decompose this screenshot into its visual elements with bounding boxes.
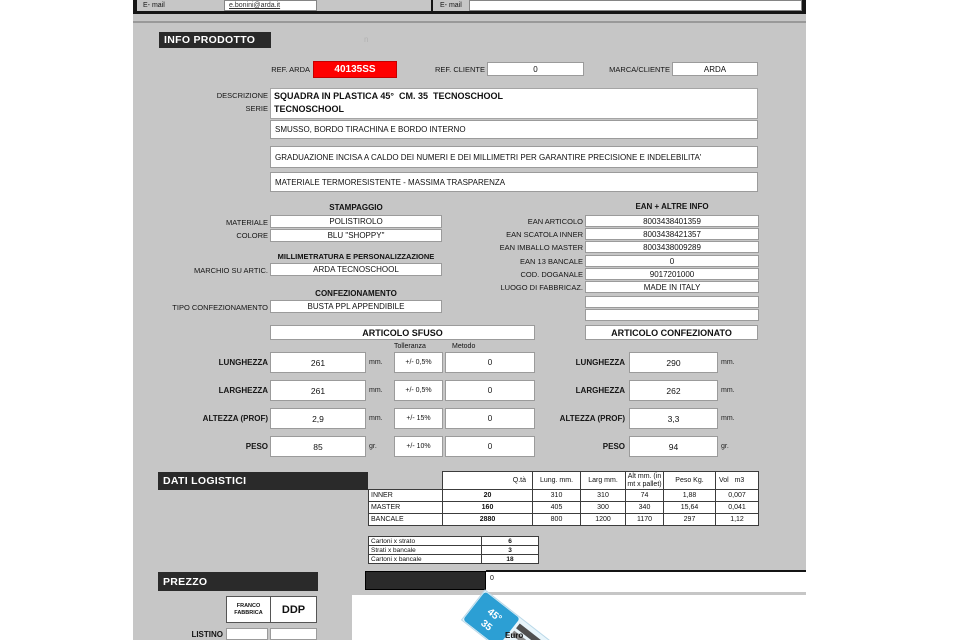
sfuso-larghezza-metodo[interactable]: 0 xyxy=(445,380,535,401)
pallet-info-table xyxy=(368,536,539,564)
email-value-left[interactable]: e.bonini@arda.it xyxy=(229,2,281,9)
conf-lunghezza-cell[interactable]: 290 xyxy=(629,352,718,373)
ean-title: EAN + ALTRE INFO xyxy=(635,202,709,211)
luogo-fabbricazione-cell[interactable]: MADE IN ITALY xyxy=(585,281,759,293)
ddp-cell[interactable]: DDP xyxy=(281,603,306,616)
luogo-fabbricazione-label: LUOGO DI FABBRICAZ. xyxy=(500,283,583,292)
ean-imballo-master-cell[interactable]: 8003438009289 xyxy=(585,241,759,253)
email-label-right: E- mail xyxy=(440,2,462,9)
marca-cliente-cell[interactable]: ARDA xyxy=(672,62,758,76)
franco-fabbrica-cell[interactable]: FRANCO FABBRICA xyxy=(227,597,271,622)
serie-label: SERIE xyxy=(245,104,268,113)
logistics-inner-name: INNER xyxy=(369,490,443,502)
conf-larghezza-cell[interactable]: 262 xyxy=(629,380,718,401)
pallet-row xyxy=(369,546,539,555)
logistics-bancale-larg[interactable]: 1200 xyxy=(581,514,626,526)
logistics-header-vol: Vol m3 xyxy=(716,472,759,490)
photo-size-text: 35 xyxy=(478,618,494,634)
ean-13-bancale-cell[interactable]: 0 xyxy=(585,255,759,267)
marchio-label: MARCHIO SU ARTIC. xyxy=(193,266,268,275)
feature-cell-2[interactable]: GRADUAZIONE INCISA A CALDO DEI NUMERI E DEI MILLIMETRI PER GARANTIRE PRECISIONE E INDELEBILITA' xyxy=(270,146,758,168)
conf-larghezza-unit: mm. xyxy=(721,387,735,394)
info-prodotto-header: INFO PRODOTTO xyxy=(159,32,271,48)
incoterm-table xyxy=(226,596,317,623)
cartoni-x-bancale-label: Cartoni x bancale xyxy=(369,555,482,564)
marca-cliente-label: MARCA/CLIENTE xyxy=(609,65,670,74)
logistics-master-peso[interactable]: 15,64 xyxy=(664,502,716,514)
feature-cell-1[interactable]: SMUSSO, BORDO TIRACHINA E BORDO INTERNO xyxy=(270,120,758,139)
logistics-header-larg: Larg mm. xyxy=(581,472,626,490)
ean-empty-cell-2[interactable] xyxy=(585,309,759,321)
ean-articolo-label: EAN ARTICOLO xyxy=(527,217,583,226)
listino-label: LISTINO xyxy=(191,630,223,639)
ref-cliente-label: REF. CLIENTE xyxy=(434,65,485,74)
logistics-bancale-alt[interactable]: 1170 xyxy=(626,514,664,526)
logistics-bancale-lung[interactable]: 800 xyxy=(533,514,581,526)
sfuso-lunghezza-tolleranza[interactable]: +/- 0,5% xyxy=(394,352,443,373)
tipo-confezionamento-cell[interactable]: BUSTA PPL APPENDIBILE xyxy=(270,300,442,313)
sfuso-larghezza-unit: mm. xyxy=(369,387,383,394)
materiale-cell[interactable]: POLISTIROLO xyxy=(270,215,442,228)
conf-altezza-cell[interactable]: 3,3 xyxy=(629,408,718,429)
logistics-row-bancale xyxy=(369,514,759,526)
cartoni-x-strato-value[interactable]: 6 xyxy=(482,537,539,546)
dati-logistici-header: DATI LOGISTICI xyxy=(158,472,370,490)
logistics-bancale-vol[interactable]: 1,12 xyxy=(716,514,759,526)
descrizione-label: DESCRIZIONE xyxy=(216,91,268,100)
conf-peso-cell[interactable]: 94 xyxy=(629,436,718,457)
articolo-sfuso-title: ARTICOLO SFUSO xyxy=(270,325,535,340)
marchio-cell[interactable]: ARDA TECNOSCHOOL xyxy=(270,263,442,276)
sfuso-altezza-cell[interactable]: 2,9 xyxy=(270,408,366,429)
sfuso-larghezza-tolleranza[interactable]: +/- 0,5% xyxy=(394,380,443,401)
millimetratura-title: MILLIMETRATURA E PERSONALIZZAZIONE xyxy=(277,252,435,261)
descrizione-value: SQUADRA IN PLASTICA 45° CM. 35 TECNOSCHOOL xyxy=(274,91,503,101)
sfuso-lunghezza-cell[interactable]: 261 xyxy=(270,352,366,373)
ean-imballo-master-label: EAN IMBALLO MASTER xyxy=(499,243,583,252)
logistics-inner-lung[interactable]: 310 xyxy=(533,490,581,502)
colore-cell[interactable]: BLU "SHOPPY" xyxy=(270,229,442,242)
conf-larghezza-label: LARGHEZZA xyxy=(575,386,625,395)
section-divider-line xyxy=(133,21,806,23)
logistics-bancale-peso[interactable]: 297 xyxy=(664,514,716,526)
cod-doganale-cell[interactable]: 9017201000 xyxy=(585,268,759,280)
logistics-inner-vol[interactable]: 0,007 xyxy=(716,490,759,502)
sfuso-altezza-metodo[interactable]: 0 xyxy=(445,408,535,429)
sfuso-lunghezza-label: LUNGHEZZA xyxy=(218,358,268,367)
logistics-master-alt[interactable]: 340 xyxy=(626,502,664,514)
ean-empty-cell-1[interactable] xyxy=(585,296,759,308)
ean-scatola-inner-label: EAN SCATOLA INNER xyxy=(506,230,583,239)
logistics-inner-peso[interactable]: 1,88 xyxy=(664,490,716,502)
sfuso-lunghezza-unit: mm. xyxy=(369,359,383,366)
stampaggio-title: STAMPAGGIO xyxy=(329,203,383,212)
sfuso-peso-tolleranza[interactable]: +/- 10% xyxy=(394,436,443,457)
conf-lunghezza-unit: mm. xyxy=(721,359,735,366)
sfuso-altezza-tolleranza[interactable]: +/- 15% xyxy=(394,408,443,429)
sfuso-lunghezza-metodo[interactable]: 0 xyxy=(445,352,535,373)
conf-altezza-unit: mm. xyxy=(721,415,735,422)
logistics-header-alt: Alt mm. (in mt x pallet) xyxy=(627,473,662,488)
form-column-divider xyxy=(431,0,433,13)
logistics-master-vol[interactable]: 0,041 xyxy=(716,502,759,514)
confezionamento-title: CONFEZIONAMENTO xyxy=(315,289,397,298)
strati-x-bancale-value[interactable]: 3 xyxy=(482,546,539,555)
sfuso-altezza-unit: mm. xyxy=(369,415,383,422)
ref-arda-cell[interactable]: 40135SS xyxy=(313,61,397,78)
logistics-header-peso: Peso Kg. xyxy=(664,472,716,490)
sfuso-peso-label: PESO xyxy=(245,442,268,451)
ref-arda-label: REF. ARDA xyxy=(271,65,310,74)
prezzo-header: PREZZO xyxy=(158,572,318,591)
articolo-confezionato-title: ARTICOLO CONFEZIONATO xyxy=(585,325,758,340)
logistics-row-inner xyxy=(369,490,759,502)
ean-13-bancale-label: EAN 13 BANCALE xyxy=(520,257,583,266)
ref-cliente-cell[interactable]: 0 xyxy=(487,62,584,76)
materiale-label: MATERIALE xyxy=(226,218,268,227)
conf-lunghezza-label: LUNGHEZZA xyxy=(575,358,625,367)
email-label-left: E- mail xyxy=(143,2,165,9)
logistics-master-qta[interactable]: 160 xyxy=(443,502,533,514)
logistics-inner-alt[interactable]: 74 xyxy=(626,490,664,502)
tipo-confezionamento-label: TIPO CONFEZIONAMENTO xyxy=(172,303,268,312)
cod-doganale-label: COD. DOGANALE xyxy=(520,270,583,279)
cartoni-x-bancale-value[interactable]: 18 xyxy=(482,555,539,564)
sfuso-peso-cell[interactable]: 85 xyxy=(270,436,366,457)
logistics-header-qta: Q.tà xyxy=(443,472,533,490)
faint-mark: n xyxy=(364,35,369,44)
tolleranza-header: Tolleranza xyxy=(394,343,426,350)
email-field-right[interactable] xyxy=(469,0,802,11)
colore-label: COLORE xyxy=(236,231,268,240)
logistics-header-row xyxy=(369,472,759,490)
listino-cell-1[interactable] xyxy=(226,628,268,640)
sfuso-larghezza-cell[interactable]: 261 xyxy=(270,380,366,401)
logistics-header-lung: Lung. mm. xyxy=(533,472,581,490)
strati-x-bancale-label: Strati x bancale xyxy=(369,546,482,555)
prezzo-aside-value: 0 xyxy=(490,575,494,582)
sfuso-peso-metodo[interactable]: 0 xyxy=(445,436,535,457)
ean-articolo-cell[interactable]: 8003438401359 xyxy=(585,215,759,227)
cartoni-x-strato-label: Cartoni x strato xyxy=(369,537,482,546)
logistics-row-master xyxy=(369,502,759,514)
logistics-master-name: MASTER xyxy=(369,502,443,514)
euro-label: Euro xyxy=(505,631,524,640)
conf-peso-unit: gr. xyxy=(721,443,729,450)
serie-value: TECNOSCHOOL xyxy=(274,104,345,114)
conf-altezza-label: ALTEZZA (PROF) xyxy=(559,414,625,423)
logistics-header-empty xyxy=(369,472,443,490)
email-field-left[interactable] xyxy=(224,0,317,11)
listino-cell-2[interactable] xyxy=(270,628,317,640)
logistics-bancale-name: BANCALE xyxy=(369,514,443,526)
logistics-master-lung[interactable]: 405 xyxy=(533,502,581,514)
sfuso-larghezza-label: LARGHEZZA xyxy=(218,386,268,395)
sfuso-peso-unit: gr. xyxy=(369,443,377,450)
metodo-header: Metodo xyxy=(452,343,476,350)
ean-scatola-inner-cell[interactable]: 8003438421357 xyxy=(585,228,759,240)
logistics-inner-larg[interactable]: 310 xyxy=(581,490,626,502)
product-photo xyxy=(455,588,685,640)
feature-cell-3[interactable]: MATERIALE TERMORESISTENTE - MASSIMA TRASPARENZA xyxy=(270,172,758,192)
logistics-master-larg[interactable]: 300 xyxy=(581,502,626,514)
logistics-table xyxy=(368,471,759,526)
photo-angle-text: 45° xyxy=(484,606,504,625)
sfuso-altezza-label: ALTEZZA (PROF) xyxy=(202,414,268,423)
logistics-inner-qta[interactable]: 20 xyxy=(443,490,533,502)
pallet-row xyxy=(369,537,539,546)
pallet-row xyxy=(369,555,539,564)
logistics-bancale-qta[interactable]: 2880 xyxy=(443,514,533,526)
conf-peso-label: PESO xyxy=(602,442,625,451)
